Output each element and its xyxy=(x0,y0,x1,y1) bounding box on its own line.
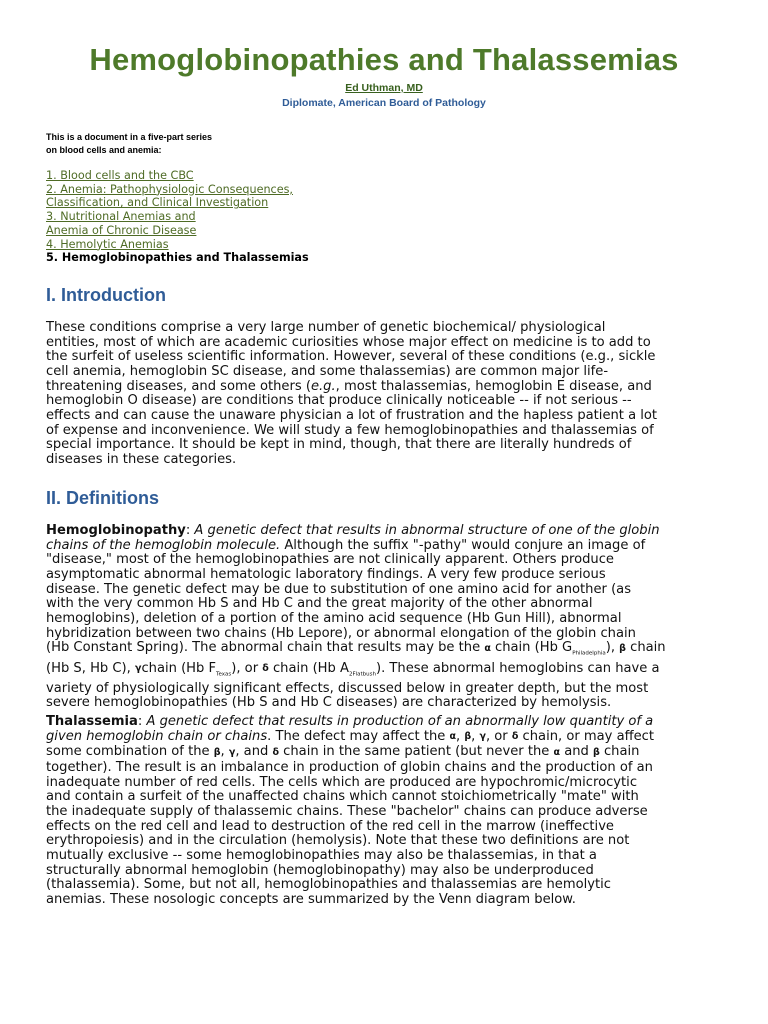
defined-term: Hemoglobinopathy xyxy=(46,523,186,538)
paragraph-line: hemoglobin O disease) are conditions that produce clinically noticeable -- if not serious -- xyxy=(46,393,632,409)
paragraph-line: chains of the hemoglobin molecule. Although the suffix "-pathy" would conjure an image of xyxy=(46,537,646,553)
paragraph-line: hemoglobins), deletion of a portion of the amino acid sequence (Hb Gun Hill), abnormal xyxy=(46,610,622,626)
paragraph-line: the surfeit of useless scientific information. However, several of these conditions (e.g., sickle xyxy=(46,349,656,365)
series-note-line: This is a document in a five-part series xyxy=(46,132,213,142)
paragraph-line: cell anemia, hemoglobin SC disease, and some thalassemias) are common major life- xyxy=(46,363,609,379)
paragraph-line: given hemoglobin chain or chains. The defect may affect the α, β, γ, or δ chain, or may affect xyxy=(46,728,655,744)
toc-link-anemia[interactable]: 2. Anemia: Pathophysiologic Consequences, xyxy=(46,182,293,196)
paragraph-line: Thalassemia: A genetic defect that results in production of an abnormally low quantity of a xyxy=(46,714,654,729)
series-toc xyxy=(46,169,466,265)
toc-current-item: 5. Hemoglobinopathies and Thalassemias xyxy=(46,251,309,265)
paragraph-line: anemias. These nosologic concepts are summarized by the Venn diagram below. xyxy=(46,891,576,907)
delta-symbol: δ xyxy=(511,731,519,743)
alpha-symbol: α xyxy=(484,642,491,654)
series-note xyxy=(46,131,346,156)
alpha-symbol: α xyxy=(553,746,561,758)
gamma-symbol: γ xyxy=(134,663,142,675)
paragraph-line: threatening diseases, and some others (e.g., most thalassemias, hemoglobin E disease, and xyxy=(46,378,652,394)
paragraph-line: erythropoiesis) and in the circulation (hemolysis). Note that these two definitions are not xyxy=(46,833,630,849)
paragraph-line: together). The result is an imbalance in production of globin chains and the production of an xyxy=(46,759,653,775)
beta-symbol: β xyxy=(593,746,600,758)
paragraph-line: variety of physiologically significant effects, discussed below in greater depth, but the most xyxy=(46,680,649,696)
beta-symbol: β xyxy=(213,746,221,758)
toc-link-nutritional[interactable]: Anemia of Chronic Disease xyxy=(46,223,197,237)
paragraph-line: with the very common Hb S and Hb C and the great majority of the other abnormal xyxy=(46,596,593,612)
paragraph-line: (Hb S, Hb C), γchain (Hb $F_{Texas}$), or δ chain (Hb $A_{2Flatbush}$). These abnormal hemoglobins can have a xyxy=(46,660,660,678)
paragraph-line: hybridization between two chains (Hb Lepore), or abnormal elongation of the globin chain xyxy=(46,625,636,641)
beta-symbol: β xyxy=(464,731,472,743)
paragraph-line: (thalassemia). Some, but not all, hemoglobinopathies and thalassemias are hemolytic xyxy=(46,877,611,893)
paragraph-line: disease. The genetic defect may be due to substitution of one amino acid for another (as xyxy=(46,581,632,597)
defined-term: Thalassemia xyxy=(46,714,138,729)
paragraph-line: asymptomatic abnormal hematologic laboratory findings. A very few produce serious xyxy=(46,566,606,582)
alpha-symbol: α xyxy=(449,731,457,743)
author-line xyxy=(0,82,768,94)
author-affiliation: Diplomate, American Board of Pathology xyxy=(282,97,486,109)
thalassemia-definition xyxy=(46,715,726,908)
beta-symbol: β xyxy=(619,642,626,654)
author-link[interactable]: Ed Uthman, MD xyxy=(345,82,423,94)
section-heading-definitions: II. Definitions xyxy=(46,488,160,508)
delta-symbol: δ xyxy=(262,663,269,675)
gamma-symbol: γ xyxy=(228,746,236,758)
paragraph-line: effects and can cause the unaware physician a lot of frustration and the hapless patient a lot xyxy=(46,407,658,423)
paragraph-line: structurally abnormal hemoglobin (hemoglobinopathy) may also be underproduced xyxy=(46,862,594,878)
paragraph-line: the inadequate supply of thalassemic chains. These "bachelor" chains can produce adverse xyxy=(46,803,648,819)
gamma-symbol: γ xyxy=(479,731,486,743)
paragraph-line: (Hb Constant Spring). The abnormal chain that results may be the α chain (Hb $G_{Philadelphia}$), β chain xyxy=(46,640,666,657)
paragraph-line: some combination of the β, γ, and δ chain in the same patient (but never the α and β chain xyxy=(46,744,640,760)
section-heading-introduction: I. Introduction xyxy=(46,285,166,305)
toc-link-hemolytic[interactable]: 4. Hemolytic Anemias xyxy=(46,237,169,251)
paragraph-line: diseases in these categories. xyxy=(46,451,237,467)
toc-link-nutritional[interactable]: 3. Nutritional Anemias and xyxy=(46,210,196,224)
paragraph-line: of expense and inconvenience. We will study a few hemoglobinopathies and thalassemias of xyxy=(46,422,654,438)
paragraph-line: inadequate number of red cells. The cells which are produced are hypochromic/microcytic xyxy=(46,774,638,790)
paragraph-line: entities, most of which are academic curiosities whose major effect on medicine is to add to xyxy=(46,334,651,350)
paragraph-line: "disease," most of the hemoglobinopathies are not clinically apparent. Others produce xyxy=(46,552,614,568)
series-note-line: on blood cells and anemia: xyxy=(46,144,162,155)
introduction-paragraph xyxy=(46,321,726,468)
paragraph-line: special importance. It should be kept in mind, though, that there are literally hundreds of xyxy=(46,437,632,453)
paragraph-line: and contain a surfeit of the unaffected chains which cannot stoichiometrically "mate" with xyxy=(46,789,639,805)
page-title: Hemoglobinopathies and Thalassemias xyxy=(89,42,679,77)
paragraph-line: These conditions comprise a very large number of genetic biochemical/ physiological xyxy=(46,320,606,335)
toc-link-blood-cells[interactable]: 1. Blood cells and the CBC xyxy=(46,169,194,182)
paragraph-line: mutually exclusive -- some hemoglobinopathies may also be thalassemias, in that a xyxy=(46,847,597,863)
toc-link-anemia[interactable]: Classification, and Clinical Investigation xyxy=(46,196,269,210)
paragraph-line: effects on the red cell and lead to destruction of the red cell in the marrow (ineffective xyxy=(46,818,614,834)
paragraph-line: Hemoglobinopathy: A genetic defect that results in abnormal structure of one of the globin xyxy=(46,523,660,538)
delta-symbol: δ xyxy=(272,746,280,758)
paragraph-line: severe hemoglobinopathies (Hb S and Hb C diseases) are characterized by hemolysis. xyxy=(46,695,612,711)
hemoglobinopathy-definition xyxy=(46,524,726,711)
